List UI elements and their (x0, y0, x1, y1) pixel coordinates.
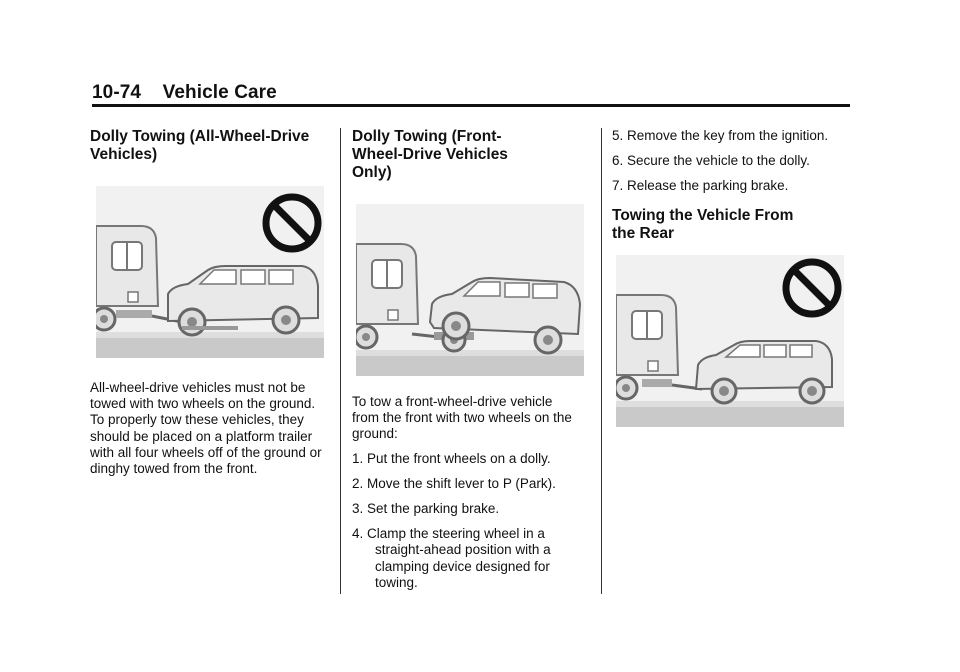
column-3 (612, 128, 852, 427)
column-2 (352, 128, 588, 600)
illustration-rear-prohibited (616, 255, 852, 427)
towing-illustration (356, 204, 584, 376)
list-item: 2. Move the shift lever to P (Park). (352, 475, 556, 491)
heading-dolly-towing-fwd: Dolly Towing (Front-Wheel-Drive Vehicles Only) (352, 128, 508, 181)
column-divider (601, 128, 602, 594)
page-number: 10-74 (92, 82, 142, 103)
page-header (92, 82, 848, 106)
section-title: Vehicle Care (162, 82, 277, 103)
illustration-awd-prohibited (96, 186, 328, 358)
fwd-steps-list (352, 451, 588, 591)
heading-dolly-towing-awd: Dolly Towing (All-Wheel-Drive Vehicles) (90, 128, 310, 163)
heading-towing-from-rear: Towing the Vehicle From the Rear (612, 206, 794, 242)
towing-illustration (96, 186, 324, 358)
awd-paragraph: All-wheel-drive vehicles must not be towed with two wheels on the ground. To properly tow these vehicles, they should be placed on a platform trailer with all four wheels off of the ground or dinghy towed from the front. (90, 380, 322, 477)
illustration-fwd-dolly (356, 204, 588, 376)
fwd-steps-continued (612, 128, 852, 195)
list-item: 3. Set the parking brake. (352, 501, 500, 517)
header-rule (92, 104, 850, 107)
list-item: 7. Release the parking brake. (612, 178, 789, 194)
list-item: 6. Secure the vehicle to the dolly. (612, 153, 810, 169)
column-1 (90, 128, 328, 485)
list-item: 5. Remove the key from the ignition. (612, 128, 829, 143)
list-item: 1. Put the front wheels on a dolly. (352, 450, 551, 466)
list-item: 4. Clamp the steering wheel in a straight-ahead position with a clamping device designed for towing. (352, 526, 551, 590)
fwd-intro: To tow a front-wheel-drive vehicle from the front with two wheels on the ground: (352, 394, 572, 442)
column-divider (340, 128, 341, 594)
towing-illustration (616, 255, 844, 427)
